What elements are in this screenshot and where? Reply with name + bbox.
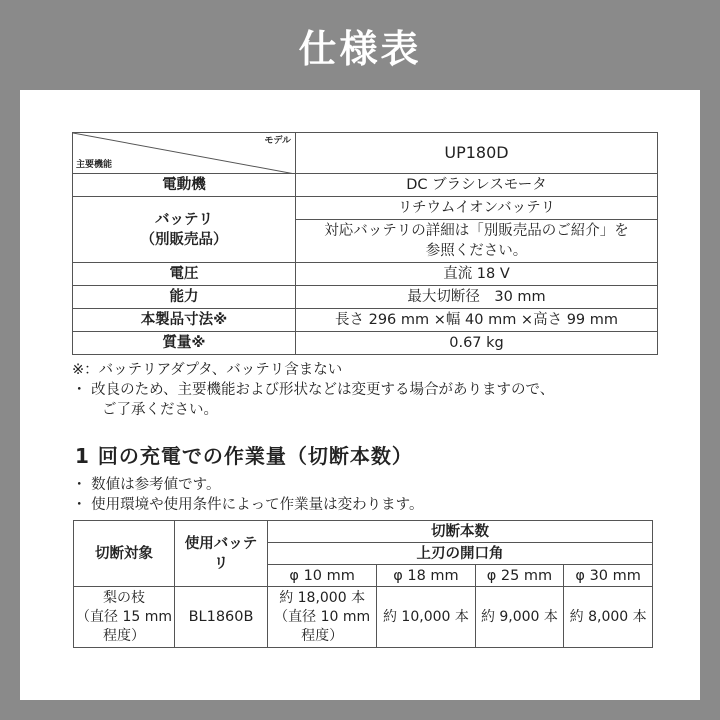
cell-count-25: 約 9,000 本 xyxy=(475,587,564,648)
spec-label-line: （別販売品） xyxy=(140,231,228,248)
header-battery: 使用バッテリ xyxy=(175,521,268,587)
spec-notes xyxy=(72,360,672,420)
model-name: UP180D xyxy=(296,133,658,174)
work-notes xyxy=(72,475,423,515)
cell-line: （直径 15 mm xyxy=(76,608,172,625)
cell-line: 約 18,000 本 xyxy=(279,589,366,606)
spec-value: 直流 18 V xyxy=(296,263,658,286)
header-angle: φ 25 mm xyxy=(475,565,564,587)
spec-row xyxy=(73,263,658,286)
note-line: ・ 改良のため、主要機能および形状などは変更する場合がありますので、 xyxy=(72,382,555,398)
cell-line: 程度） xyxy=(301,627,344,644)
header-angle: φ 10 mm xyxy=(268,565,377,587)
corner-label-features: 主要機能 xyxy=(76,160,113,170)
note-line: ・ 数値は参考値です。 xyxy=(72,477,221,493)
header-cut-count: 切断本数 xyxy=(268,521,653,543)
spec-value: DC ブラシレスモータ xyxy=(296,174,658,197)
spec-value: 長さ 296 mm ×幅 40 mm ×高さ 99 mm xyxy=(296,309,658,332)
cell-battery: BL1860B xyxy=(175,587,268,648)
header-blade-angle: 上刃の開口角 xyxy=(268,543,653,565)
cell-target xyxy=(74,587,175,648)
content-panel xyxy=(20,90,700,700)
note-line: ご了承ください。 xyxy=(102,402,218,418)
spec-row xyxy=(73,197,658,220)
spec-label: 能力 xyxy=(73,286,296,309)
header-banner xyxy=(0,0,720,90)
spec-value-line: 参照ください。 xyxy=(425,243,528,259)
spec-value-line: 対応バッテリの詳細は「別販売品のご紹介」を xyxy=(324,223,629,239)
spec-label-line: バッテリ xyxy=(155,211,213,228)
spec-value: 0.67 kg xyxy=(296,332,658,355)
note-line: ※：バッテリアダプタ、バッテリ含まない xyxy=(72,362,343,378)
cell-count-30: 約 8,000 本 xyxy=(564,587,653,648)
cell-line: 程度） xyxy=(103,627,145,644)
spec-table xyxy=(72,132,658,355)
spec-label: 質量※ xyxy=(73,332,296,355)
spec-value: 最大切断径 30 mm xyxy=(296,286,658,309)
spec-corner-cell xyxy=(73,133,296,174)
spec-label: 電圧 xyxy=(73,263,296,286)
spec-label-battery xyxy=(73,197,296,263)
work-table xyxy=(73,520,653,648)
spec-value-battery-note xyxy=(296,220,658,263)
spec-row xyxy=(73,332,658,355)
spec-row xyxy=(73,174,658,197)
spec-row xyxy=(73,309,658,332)
spec-label: 電動機 xyxy=(73,174,296,197)
spec-row xyxy=(73,286,658,309)
header-target: 切断対象 xyxy=(74,521,175,587)
section-heading: 1 回の充電での作業量（切断本数） xyxy=(75,444,413,468)
cell-count-18: 約 10,000 本 xyxy=(377,587,475,648)
cell-line: 梨の枝 xyxy=(103,589,145,606)
header-angle: φ 18 mm xyxy=(377,565,475,587)
cell-count-10 xyxy=(268,587,377,648)
note-line: ・ 使用環境や使用条件によって作業量は変わります。 xyxy=(72,497,424,513)
table-row xyxy=(74,587,653,648)
page-title: 仕様表 xyxy=(298,26,422,71)
cell-line: （直径 10 mm xyxy=(274,608,371,625)
spec-label: 本製品寸法※ xyxy=(73,309,296,332)
header-angle: φ 30 mm xyxy=(564,565,653,587)
spec-value: リチウムイオンバッテリ xyxy=(296,197,658,220)
corner-label-model: モデル xyxy=(264,136,291,146)
